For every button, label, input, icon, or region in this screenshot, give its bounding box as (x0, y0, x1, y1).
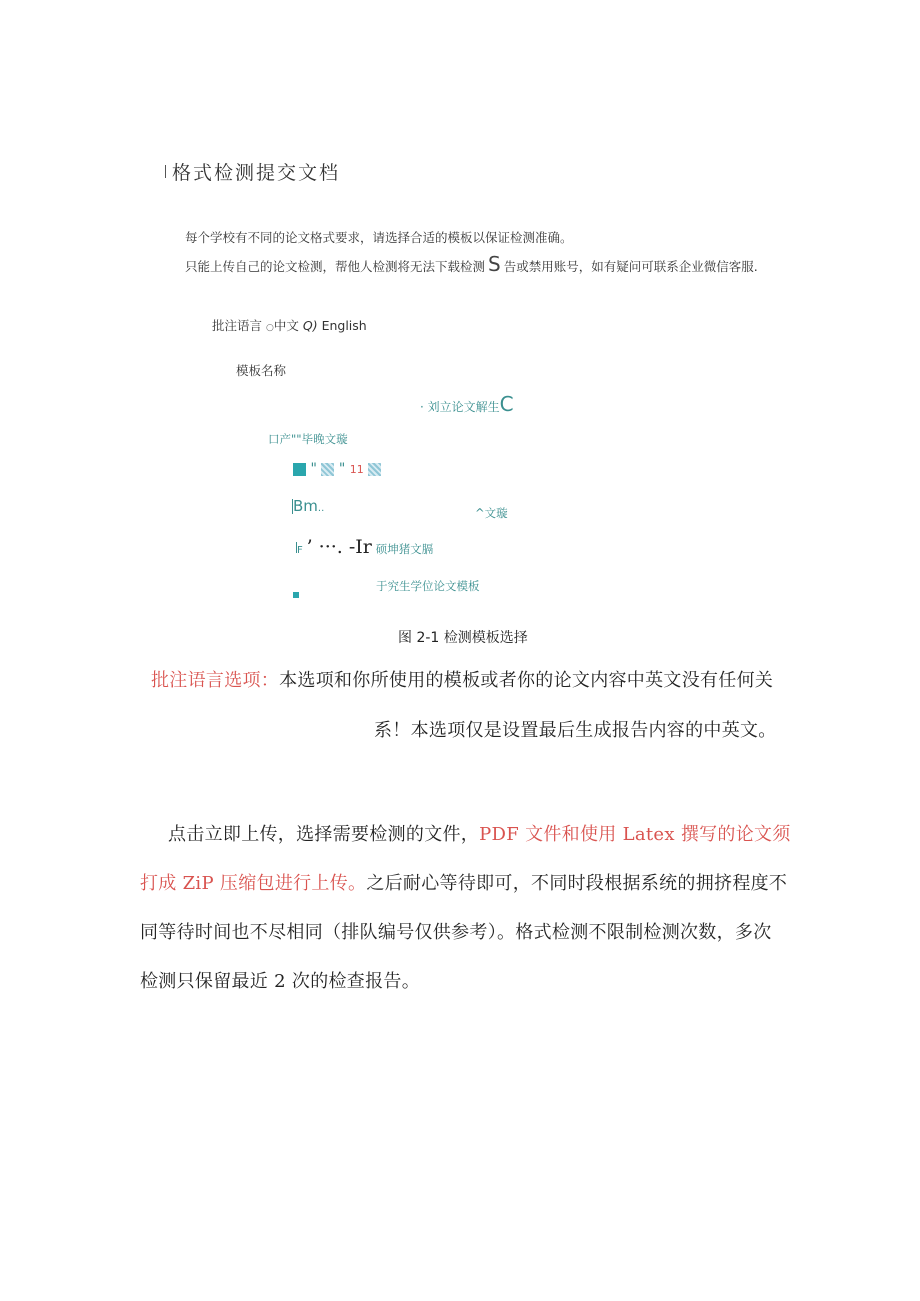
para2-line-3: 同等待时间也不尽相同（排队编号仅供参考）。格式检测不限制检测次数，多次 (140, 922, 772, 943)
swatch-hatch-icon-2 (368, 463, 381, 476)
template-option-5-b: ’ ···. -Ir (306, 536, 372, 558)
template-label: 模板名称 (236, 363, 287, 378)
heading-text: 格式检测提交文档 (172, 162, 341, 184)
para1-line-1 (151, 666, 773, 692)
template-option-3-num: 11 (349, 463, 364, 476)
template-option-5-c: 硕坤猪文膈 (375, 542, 434, 556)
heading-marker (165, 165, 166, 178)
template-option-6[interactable]: 于究生学位论文模板 (376, 579, 480, 593)
language-option-zh[interactable]: 中文 (273, 318, 299, 333)
para1-label: 批注语言选项： (151, 670, 280, 691)
para2-line-1 (168, 820, 791, 846)
note-line-2-a: 只能上传自己的论文检测，帮他人检测将无法下载检测 (185, 259, 486, 274)
figure-caption: 图 2-1 检测模板选择 (398, 630, 528, 646)
para2-line-4: 检测只保留最近 2 次的检查报告。 (140, 971, 420, 992)
template-option-2[interactable]: 口产""毕晚文璇 (268, 432, 348, 446)
template-option-1-mark: C (499, 392, 514, 416)
para2-line-2 (140, 869, 787, 895)
para1-text-1: 本选项和你所使用的模板或者你的论文内容中英文没有任何关 (279, 670, 774, 691)
template-option-5[interactable] (296, 536, 433, 558)
note-line-2-b: S (488, 252, 501, 276)
language-separator: Q) (302, 318, 318, 333)
template-option-5-a: F (297, 545, 303, 556)
para2-text-1: 点击立即上传，选择需要检测的文件， (168, 824, 480, 845)
template-option-1-text: · 刘立论文解生 (420, 400, 500, 414)
template-option-3-q1: " (310, 461, 317, 477)
template-option-1[interactable] (420, 392, 514, 416)
language-row (212, 316, 367, 334)
note-line-1: 每个学校有不同的论文格式要求，请选择合适的模板以保证检测准确。 (185, 230, 573, 245)
para2-red-1: PDF 文件和使用 Latex 撰写的论文须 (479, 824, 791, 845)
template-option-4-b: .. (317, 503, 325, 514)
template-option-3[interactable] (293, 461, 381, 477)
para2-red-2: 打成 ZiP 压缩包进行上传。 (140, 873, 367, 894)
language-label: 批注语言 (212, 318, 263, 333)
swatch-hatch-icon (321, 463, 334, 476)
note-line-2-c: 告或禁用账号，如有疑问可联系企业微信客服. (503, 259, 758, 274)
radio-zh-icon[interactable]: ○ (266, 323, 274, 333)
para1-line-2: 系！本选项仅是设置最后生成报告内容的中英文。 (374, 720, 777, 741)
language-option-en[interactable]: English (321, 318, 367, 333)
section-heading (165, 158, 340, 185)
note-line-2 (185, 252, 758, 276)
template-option-4[interactable] (292, 497, 324, 515)
template-option-3-q2: " (338, 461, 346, 477)
radio-dot-icon (293, 592, 299, 598)
para2-text-2: 之后耐心等待即可，不同时段根据系统的拥挤程度不 (366, 873, 788, 894)
template-option-4-label[interactable]: ^文璇 (475, 506, 508, 520)
template-option-6-radio[interactable] (293, 583, 299, 602)
template-option-4-a: Bm (293, 497, 318, 515)
swatch-solid-icon (293, 463, 306, 476)
